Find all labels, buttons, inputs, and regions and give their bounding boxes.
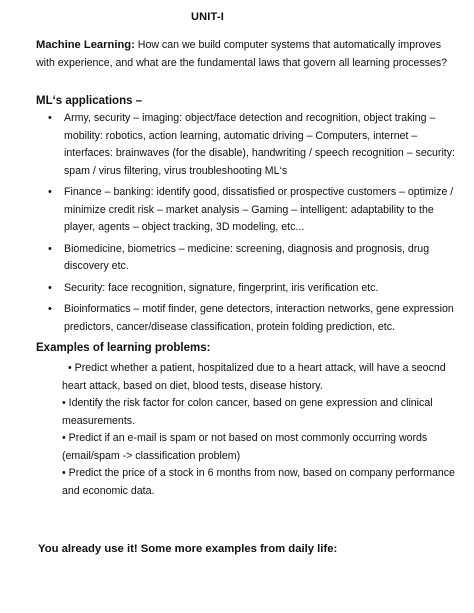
example-item: • Predict if an e-mail is spam or not based on most commonly occurring words (email/spam -> classification problem)	[62, 432, 428, 462]
intro-term: Machine Learning:	[36, 39, 135, 51]
examples-list	[62, 360, 462, 500]
intro-text: How can we build computer systems that automatically improves with experience, and what are the fundamental laws that govern all learning processes?	[36, 39, 448, 69]
examples-heading: Examples of learning problems:	[36, 342, 211, 354]
example-item: • Predict the price of a stock in 6 months from now, based on company performance and economic data.	[62, 467, 455, 497]
list-item: • Security: face recognition, signature, fingerprint, iris verification etc.	[48, 280, 458, 298]
applications-heading: ML‘s applications –	[36, 95, 143, 107]
list-item: • Finance – banking: identify good, dissatisfied or prospective customers – optimize / minimize credit risk – market analysis – Gaming – intelligent: adaptability to the player, agents – object tracking, 3D modeling, etc...	[48, 184, 458, 237]
intro-paragraph	[36, 36, 456, 72]
applications-list	[48, 110, 458, 340]
unit-title: UNIT-I	[191, 11, 224, 23]
list-item: • Biomedicine, biometrics – medicine: screening, diagnosis and prognosis, drug discovery etc.	[48, 241, 458, 276]
list-item: • Army, security – imaging: object/face detection and recognition, object traking – mobility: robotics, action learning, automatic driving – Computers, internet – interfaces: brainwaves (for the disable), handwriting / speech recognition – security: spam / virus filtering, virus troubleshooting ML‘s	[48, 110, 458, 180]
example-item: • Predict whether a patient, hospitalized due to a heart attack, will have a seocnd heart attack, based on diet, blood tests, disease history.	[62, 362, 446, 392]
list-item: • Bioinformatics – motif finder, gene detectors, interaction networks, gene expression predictors, cancer/disease classification, protein folding prediction, etc.	[48, 301, 458, 336]
example-item: • Identify the risk factor for colon cancer, based on gene expression and clinical measurements.	[62, 397, 433, 427]
daily-life-heading: You already use it! Some more examples from daily life:	[38, 543, 338, 555]
